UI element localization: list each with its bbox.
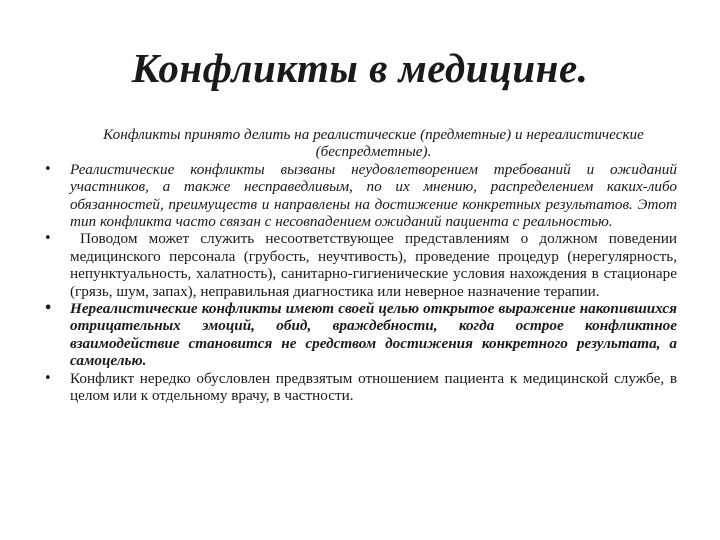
bullet-list xyxy=(44,161,677,405)
bullet-item-realistic xyxy=(44,161,677,231)
bullet-text: Поводом может служить несоответствующее представлениям о должном поведении медицинского персонала (грубость, неучтивость), проведение процедур (нерегулярность, непунктуальность, халатность), санитарно-гигиенические условия нахождения в стационаре (грязь, шум, запах), неправильная диагностика или неверное назначение терапии. xyxy=(70,230,677,300)
bullet-icon: • xyxy=(44,370,52,386)
bullet-text: Реалистические конфликты вызваны неудовлетворением требований и ожиданий участников, а также несправедливым, по их мнению, распределением каких-либо обязанностей, преимуществ и направлены на достижение конкретных результатов. Этот тип конфликта часто связан с несовпадением ожиданий пациента с реальностью. xyxy=(70,160,677,231)
bullet-icon: • xyxy=(44,301,53,317)
bullet-icon: • xyxy=(44,161,52,177)
bullet-item-bias xyxy=(44,370,677,405)
slide-content xyxy=(44,126,677,405)
bullet-text: Конфликт нередко обусловлен предвзятым отношением пациента к медицинской службе, в целом или к отдельному врачу, в частности. xyxy=(70,369,677,405)
slide-title: Конфликты в медицине. xyxy=(131,45,589,91)
intro-text: Конфликты принято делить на реалистические (предметные) и нереалистические (беспредметные). xyxy=(103,126,644,161)
bullet-text: Нереалистические конфликты имеют своей целью открытое выражение накопившихся отрицательных эмоций, обид, враждебности, когда острое конфликтное взаимодействие становится не средством достижения конкретного результата, а самоцелью. xyxy=(70,300,677,370)
bullet-item-reasons xyxy=(44,230,677,300)
bullet-icon: • xyxy=(44,231,52,247)
bullet-item-unrealistic xyxy=(44,300,677,370)
